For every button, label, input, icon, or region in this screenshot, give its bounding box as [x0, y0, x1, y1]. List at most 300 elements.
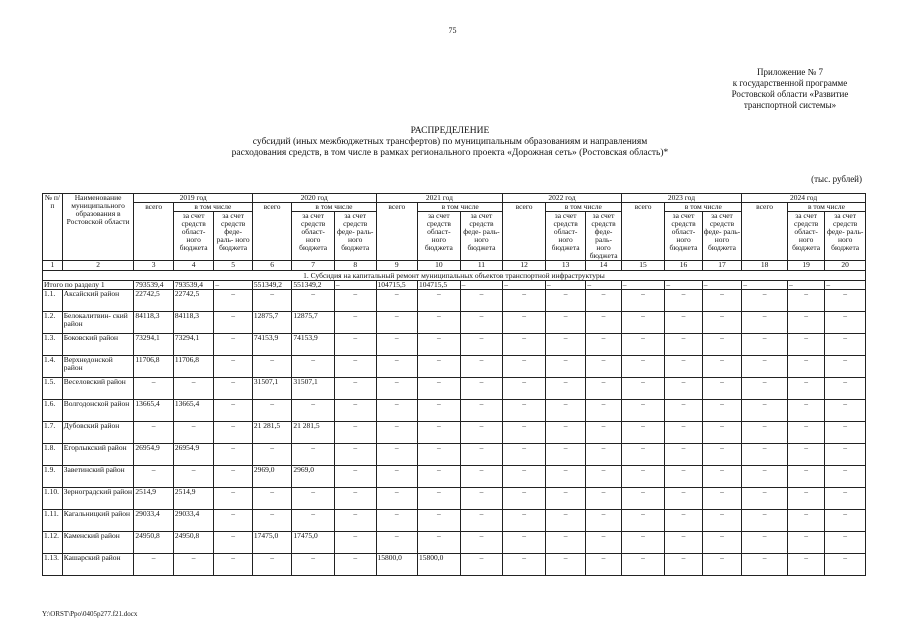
- table-cell: –: [334, 510, 376, 532]
- row-number: 1.3.: [43, 334, 63, 356]
- table-cell: –: [742, 378, 788, 400]
- table-cell: 11706,8: [173, 356, 214, 378]
- table-cell: –: [214, 400, 252, 422]
- row-number: 1.6.: [43, 400, 63, 422]
- table-cell: –: [418, 466, 461, 488]
- table-cell: –: [665, 290, 702, 312]
- column-number: 3: [134, 261, 173, 271]
- column-number: 8: [334, 261, 376, 271]
- table-cell: –: [586, 378, 621, 400]
- header-regional: за счет средств област- ного бюджета: [665, 212, 702, 261]
- table-cell: 31507,1: [292, 378, 335, 400]
- header-incl: в том числе: [418, 203, 503, 212]
- table-cell: –: [214, 312, 252, 334]
- table-cell: –: [825, 400, 866, 422]
- column-number: 5: [214, 261, 252, 271]
- table-cell: –: [418, 422, 461, 444]
- column-number: 11: [460, 261, 503, 271]
- header-total: всего: [621, 203, 665, 261]
- total-cell: –: [460, 281, 503, 290]
- table-cell: –: [334, 532, 376, 554]
- header-year: 2024 год: [742, 194, 866, 203]
- table-cell: –: [418, 400, 461, 422]
- table-cell: –: [545, 312, 586, 334]
- table-cell: –: [621, 488, 665, 510]
- table-cell: –: [460, 510, 503, 532]
- table-cell: –: [586, 554, 621, 576]
- table-cell: –: [787, 378, 824, 400]
- table-cell: –: [825, 554, 866, 576]
- table-cell: –: [586, 290, 621, 312]
- table-cell: –: [586, 312, 621, 334]
- table-cell: –: [134, 422, 173, 444]
- table-cell: –: [545, 334, 586, 356]
- row-number: 1.2.: [43, 312, 63, 334]
- table-cell: –: [503, 444, 546, 466]
- table-cell: –: [742, 554, 788, 576]
- table-cell: –: [418, 356, 461, 378]
- column-number: 7: [292, 261, 335, 271]
- table-cell: 12875,7: [252, 312, 291, 334]
- table-cell: –: [418, 290, 461, 312]
- table-row: [43, 290, 866, 312]
- table-cell: –: [586, 466, 621, 488]
- row-name: Дубовский район: [62, 422, 134, 444]
- column-number-row: [43, 261, 866, 271]
- table-cell: –: [545, 532, 586, 554]
- table-cell: –: [825, 510, 866, 532]
- table-cell: –: [292, 554, 335, 576]
- column-number: 6: [252, 261, 291, 271]
- row-number: 1.12.: [43, 532, 63, 554]
- total-cell: –: [665, 281, 702, 290]
- total-cell: 104715,5: [418, 281, 461, 290]
- table-cell: –: [214, 444, 252, 466]
- header-incl: в том числе: [665, 203, 742, 212]
- table-cell: –: [334, 312, 376, 334]
- header-federal: за счет средств феде- раль- ного бюджета: [825, 212, 866, 261]
- total-cell: –: [825, 281, 866, 290]
- total-cell: –: [503, 281, 546, 290]
- table-cell: 21 281,5: [252, 422, 291, 444]
- table-cell: –: [702, 378, 742, 400]
- table-cell: –: [460, 312, 503, 334]
- header-incl: в том числе: [545, 203, 621, 212]
- table-cell: –: [214, 554, 252, 576]
- title-line: субсидий (иных межбюджетных трансфертов) по муниципальным образованиям и направлениям: [252, 137, 648, 147]
- row-name: Зерноградский район: [62, 488, 134, 510]
- table-cell: –: [787, 466, 824, 488]
- table-cell: –: [742, 510, 788, 532]
- table-cell: –: [214, 510, 252, 532]
- table-cell: –: [545, 400, 586, 422]
- total-label: Итого по разделу 1: [43, 281, 134, 290]
- column-number: 14: [586, 261, 621, 271]
- table-cell: –: [334, 554, 376, 576]
- table-cell: –: [334, 290, 376, 312]
- table-cell: 21 281,5: [292, 422, 335, 444]
- document-title: [150, 126, 750, 159]
- table-row: [43, 334, 866, 356]
- table-cell: –: [418, 312, 461, 334]
- table-cell: –: [173, 422, 214, 444]
- table-cell: –: [787, 334, 824, 356]
- table-cell: 11706,8: [134, 356, 173, 378]
- table-cell: –: [376, 356, 418, 378]
- table-cell: 17475,0: [252, 532, 291, 554]
- table-cell: –: [825, 334, 866, 356]
- table-row: [43, 422, 866, 444]
- table-cell: –: [418, 378, 461, 400]
- column-number: 1: [43, 261, 63, 271]
- total-cell: 551349,2: [252, 281, 291, 290]
- table-cell: –: [252, 356, 291, 378]
- table-cell: 73294,1: [173, 334, 214, 356]
- table-cell: –: [545, 422, 586, 444]
- header-year: 2023 год: [621, 194, 742, 203]
- table-cell: –: [742, 312, 788, 334]
- header-federal: за счет средств феде- раль- ного бюджета: [334, 212, 376, 261]
- row-name: Егорлыкский район: [62, 444, 134, 466]
- row-number: 1.8.: [43, 444, 63, 466]
- table-cell: –: [742, 334, 788, 356]
- header-incl: в том числе: [787, 203, 865, 212]
- table-cell: –: [545, 510, 586, 532]
- table-cell: –: [586, 422, 621, 444]
- table-cell: –: [742, 444, 788, 466]
- table-cell: –: [503, 532, 546, 554]
- row-number: 1.1.: [43, 290, 63, 312]
- table-cell: –: [702, 422, 742, 444]
- page-number: 75: [448, 26, 457, 35]
- table-cell: –: [460, 466, 503, 488]
- table-cell: –: [214, 422, 252, 444]
- header-num: № п/п: [43, 194, 63, 261]
- appendix-line: транспортной системы»: [743, 100, 837, 110]
- total-row: [43, 281, 866, 290]
- section-title: 1. Субсидия на капитальный ремонт муниципальных объектов транспортной инфраструктуры: [43, 271, 866, 281]
- table-cell: –: [376, 510, 418, 532]
- table-cell: 2514,9: [173, 488, 214, 510]
- header-incl: в том числе: [292, 203, 376, 212]
- row-name: Волгодонской район: [62, 400, 134, 422]
- table-cell: –: [214, 378, 252, 400]
- table-cell: 2969,0: [252, 466, 291, 488]
- total-cell: –: [742, 281, 788, 290]
- row-number: 1.5.: [43, 378, 63, 400]
- table-row: [43, 378, 866, 400]
- table-cell: 2514,9: [134, 488, 173, 510]
- row-name: Боковский район: [62, 334, 134, 356]
- table-cell: 13665,4: [173, 400, 214, 422]
- table-cell: 24950,8: [134, 532, 173, 554]
- table-cell: –: [503, 510, 546, 532]
- table-cell: –: [252, 444, 291, 466]
- table-cell: –: [825, 356, 866, 378]
- table-row: [43, 532, 866, 554]
- table-cell: –: [460, 488, 503, 510]
- table-cell: –: [376, 422, 418, 444]
- table-cell: –: [702, 532, 742, 554]
- table-cell: –: [665, 510, 702, 532]
- table-cell: –: [742, 290, 788, 312]
- table-cell: –: [252, 400, 291, 422]
- table-cell: –: [292, 444, 335, 466]
- row-number: 1.10.: [43, 488, 63, 510]
- table-row: [43, 510, 866, 532]
- table-cell: 24950,8: [173, 532, 214, 554]
- row-name: Кагальницкий район: [62, 510, 134, 532]
- column-number: 16: [665, 261, 702, 271]
- row-number: 1.13.: [43, 554, 63, 576]
- table-cell: –: [702, 488, 742, 510]
- table-cell: –: [503, 334, 546, 356]
- table-cell: –: [334, 488, 376, 510]
- total-cell: –: [787, 281, 824, 290]
- table-cell: –: [621, 290, 665, 312]
- table-cell: –: [214, 334, 252, 356]
- table-row: [43, 312, 866, 334]
- table-cell: 26954,9: [173, 444, 214, 466]
- table-cell: –: [586, 356, 621, 378]
- table-cell: –: [376, 532, 418, 554]
- table-cell: 29033,4: [134, 510, 173, 532]
- table-cell: 15800,0: [418, 554, 461, 576]
- table-cell: –: [621, 510, 665, 532]
- table-cell: –: [334, 400, 376, 422]
- table-cell: –: [742, 532, 788, 554]
- table-cell: –: [621, 334, 665, 356]
- table-cell: 84118,3: [134, 312, 173, 334]
- table-cell: –: [621, 356, 665, 378]
- column-number: 19: [787, 261, 824, 271]
- total-cell: 104715,5: [376, 281, 418, 290]
- table-cell: –: [621, 466, 665, 488]
- header-year: 2021 год: [376, 194, 503, 203]
- table-cell: –: [214, 356, 252, 378]
- table-cell: –: [292, 510, 335, 532]
- table-cell: –: [665, 312, 702, 334]
- table-cell: –: [418, 444, 461, 466]
- table-cell: –: [173, 378, 214, 400]
- table-cell: –: [742, 422, 788, 444]
- header-name: Наименование муниципального образования в Ростовской области: [62, 194, 134, 261]
- total-cell: –: [334, 281, 376, 290]
- table-cell: –: [621, 422, 665, 444]
- header-year: 2022 год: [503, 194, 621, 203]
- table-cell: 2969,0: [292, 466, 335, 488]
- table-cell: –: [460, 400, 503, 422]
- total-cell: –: [545, 281, 586, 290]
- column-number: 17: [702, 261, 742, 271]
- header-row-total: [43, 203, 866, 212]
- table-cell: –: [214, 466, 252, 488]
- table-cell: 17475,0: [292, 532, 335, 554]
- total-cell: –: [702, 281, 742, 290]
- table-cell: –: [376, 466, 418, 488]
- header-total: всего: [742, 203, 788, 261]
- table-cell: –: [586, 444, 621, 466]
- table-cell: –: [503, 466, 546, 488]
- table-cell: –: [173, 554, 214, 576]
- header-federal: за счет средств феде- раль- ного бюджета: [460, 212, 503, 261]
- appendix-line: Приложение № 7: [757, 67, 823, 77]
- table-cell: –: [825, 290, 866, 312]
- table-cell: –: [460, 356, 503, 378]
- table-cell: –: [418, 488, 461, 510]
- table-cell: –: [134, 466, 173, 488]
- column-number: 4: [173, 261, 214, 271]
- table-cell: –: [787, 312, 824, 334]
- table-cell: –: [545, 356, 586, 378]
- table-cell: –: [418, 532, 461, 554]
- header-regional: за счет средств област- ного бюджета: [545, 212, 586, 261]
- column-number: 9: [376, 261, 418, 271]
- header-total: всего: [503, 203, 546, 261]
- table-cell: –: [621, 378, 665, 400]
- table-cell: –: [545, 466, 586, 488]
- appendix-line: к государственной программе: [732, 78, 848, 88]
- table-cell: –: [787, 444, 824, 466]
- table-cell: –: [418, 510, 461, 532]
- table-cell: –: [825, 532, 866, 554]
- table-cell: –: [334, 444, 376, 466]
- row-name: Каменский район: [62, 532, 134, 554]
- table-cell: –: [665, 554, 702, 576]
- table-cell: 13665,4: [134, 400, 173, 422]
- header-incl: в том числе: [173, 203, 252, 212]
- table-cell: –: [418, 334, 461, 356]
- table-cell: –: [787, 290, 824, 312]
- row-name: Кашарский район: [62, 554, 134, 576]
- header-year: 2019 год: [134, 194, 252, 203]
- table-cell: –: [460, 554, 503, 576]
- table-cell: –: [787, 554, 824, 576]
- table-cell: –: [292, 290, 335, 312]
- table-cell: –: [503, 400, 546, 422]
- table-cell: –: [787, 422, 824, 444]
- table-cell: 29033,4: [173, 510, 214, 532]
- header-regional: за счет средств област- ного бюджета: [173, 212, 214, 261]
- table-cell: –: [742, 466, 788, 488]
- table-cell: –: [665, 378, 702, 400]
- header-regional: за счет средств област- ного бюджета: [418, 212, 461, 261]
- table-cell: –: [665, 356, 702, 378]
- table-cell: –: [460, 532, 503, 554]
- table-cell: –: [503, 488, 546, 510]
- table-cell: –: [665, 400, 702, 422]
- header-regional: за счет средств област- ного бюджета: [292, 212, 335, 261]
- table-row: [43, 400, 866, 422]
- table-cell: –: [376, 444, 418, 466]
- table-cell: –: [586, 510, 621, 532]
- header-federal: за счет средств феде- раль- ного бюджета: [214, 212, 252, 261]
- table-cell: –: [545, 290, 586, 312]
- row-number: 1.7.: [43, 422, 63, 444]
- table-cell: 12875,7: [292, 312, 335, 334]
- table-cell: –: [334, 378, 376, 400]
- table-cell: –: [665, 422, 702, 444]
- table-cell: –: [460, 290, 503, 312]
- header-regional: за счет средств област- ного бюджета: [787, 212, 824, 261]
- table-cell: 74153,9: [252, 334, 291, 356]
- table-cell: –: [252, 290, 291, 312]
- table-cell: –: [825, 488, 866, 510]
- table-cell: –: [460, 422, 503, 444]
- table-cell: –: [252, 554, 291, 576]
- table-cell: –: [292, 488, 335, 510]
- table-cell: –: [665, 532, 702, 554]
- row-name: Аксайский район: [62, 290, 134, 312]
- table-cell: –: [702, 400, 742, 422]
- table-cell: –: [586, 488, 621, 510]
- table-cell: –: [460, 444, 503, 466]
- column-number: 13: [545, 261, 586, 271]
- row-name: Заветинский район: [62, 466, 134, 488]
- table-cell: –: [545, 444, 586, 466]
- table-cell: 22742,5: [134, 290, 173, 312]
- table-cell: –: [621, 554, 665, 576]
- row-number: 1.9.: [43, 466, 63, 488]
- table-cell: 74153,9: [292, 334, 335, 356]
- table-row: [43, 356, 866, 378]
- table-cell: 22742,5: [173, 290, 214, 312]
- total-cell: –: [621, 281, 665, 290]
- table-cell: –: [702, 334, 742, 356]
- table-cell: –: [665, 444, 702, 466]
- table-cell: –: [702, 466, 742, 488]
- table-row: [43, 554, 866, 576]
- row-name: Веселовский район: [62, 378, 134, 400]
- table-cell: –: [334, 356, 376, 378]
- table-cell: –: [586, 532, 621, 554]
- table-cell: –: [787, 400, 824, 422]
- table-cell: –: [460, 378, 503, 400]
- header-total: всего: [252, 203, 291, 261]
- table-cell: –: [503, 554, 546, 576]
- table-cell: –: [621, 444, 665, 466]
- table-cell: –: [621, 532, 665, 554]
- total-cell: –: [586, 281, 621, 290]
- header-year: 2020 год: [252, 194, 376, 203]
- row-number: 1.11.: [43, 510, 63, 532]
- table-cell: –: [586, 400, 621, 422]
- header-total: всего: [134, 203, 173, 261]
- table-cell: –: [503, 356, 546, 378]
- table-cell: –: [702, 356, 742, 378]
- table-cell: –: [787, 488, 824, 510]
- total-cell: 793539,4: [173, 281, 214, 290]
- column-number: 2: [62, 261, 134, 271]
- table-cell: 73294,1: [134, 334, 173, 356]
- table-cell: –: [787, 510, 824, 532]
- table-cell: –: [376, 334, 418, 356]
- row-name: Верхнедонской район: [62, 356, 134, 378]
- table-cell: –: [665, 466, 702, 488]
- column-number: 20: [825, 261, 866, 271]
- row-number: 1.4.: [43, 356, 63, 378]
- title-line: расходования средств, в том числе в рамках регионального проекта «Дорожная сеть» (Ростовская область)*: [231, 148, 669, 158]
- table-cell: –: [376, 400, 418, 422]
- table-cell: –: [545, 488, 586, 510]
- table-cell: –: [825, 444, 866, 466]
- header-federal: за счет средств феде- раль- ного бюджета: [702, 212, 742, 261]
- table-cell: –: [460, 334, 503, 356]
- table-cell: –: [825, 422, 866, 444]
- appendix-note: [700, 67, 880, 111]
- table-cell: –: [134, 554, 173, 576]
- row-name: Белокалитвин- ский район: [62, 312, 134, 334]
